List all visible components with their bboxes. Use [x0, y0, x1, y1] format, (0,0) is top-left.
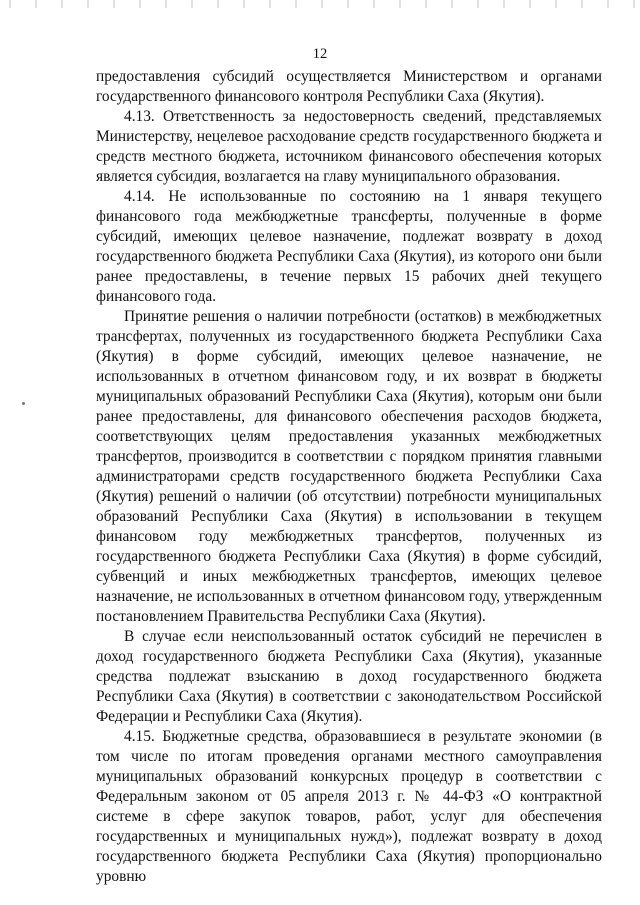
document-body [96, 67, 602, 887]
scan-edge-marks [0, 0, 640, 8]
paragraph-continuation: предоставления субсидий осуществляется Министерством и органами государственного финансового контроля Республики Саха (Якутия). [96, 68, 602, 105]
paragraph-4-14: 4.14. Не использованные по состоянию на 1 января текущего финансового года межбюджетные трансферты, полученные в форме субсидий, имеющих целевое назначение, подлежат возврату в доход государственного бюджета Республики Саха (Якутия), из которого они были ранее предоставлены, в течение первых 15 рабочих дней текущего финансового года. [96, 188, 602, 305]
paragraph-remaining-transfers: Принятие решения о наличии потребности (остатков) в межбюджетных трансфертах, полученных из государственного бюджета Республики Саха (Якутия) в форме субсидий, имеющих целевое назначение, не использованных в отчетном финансовом году, и их возврат в бюджеты муниципальных образований Республики Саха (Якутия), которым они были ранее предоставлены, для финансового обеспечения расходов бюджета, соответствующих целям предоставления указанных межбюджетных трансфертов, производится в соответствии с порядком принятия главными администраторами средств государственного бюджета Республики Саха (Якутия) решений о наличии (об отсутствии) потребности муниципальных образований Республики Саха (Якутия) в использовании в текущем финансовом году межбюджетных трансфертов, полученных из государственного бюджета Республики Саха (Якутия) в форме субсидий, субвенций и иных межбюджетных трансфертов, имеющих целевое назначение, не использованных в отчетном финансовом году, утвержденным постановлением Правительства Республики Саха (Якутия). [96, 308, 602, 625]
scan-margin-speck [22, 402, 25, 405]
paragraph-4-15: 4.15. Бюджетные средства, образовавшиеся в результате экономии (в том числе по итогам проведения органами местного самоуправления муниципальных образований конкурсных процедур в соответствии с Федеральным законом от 05 апреля 2013 г. № 44-ФЗ «О контрактной системе в сфере закупок товаров, работ, услуг для обеспечения государственных и муниципальных нужд»), подлежат возврату в доход государственного бюджета Республики Саха (Якутия) пропорционально уровню [96, 728, 602, 885]
paragraph-recovery: В случае если неиспользованный остаток субсидий не перечислен в доход государственного бюджета Республики Саха (Якутия), указанные средства подлежат взысканию в доход государственного бюджета Республики Саха (Якутия) в соответствии с законодательством Российской Федерации и Республики Саха (Якутия). [96, 628, 602, 725]
page-number: 12 [312, 46, 328, 62]
paragraph-4-13: 4.13. Ответственность за недостоверность сведений, представляемых Министерству, нецелевое расходование средств государственного бюджета и средств местного бюджета, источником финансового обеспечения которых является субсидия, возлагается на главу муниципального образования. [96, 108, 602, 185]
